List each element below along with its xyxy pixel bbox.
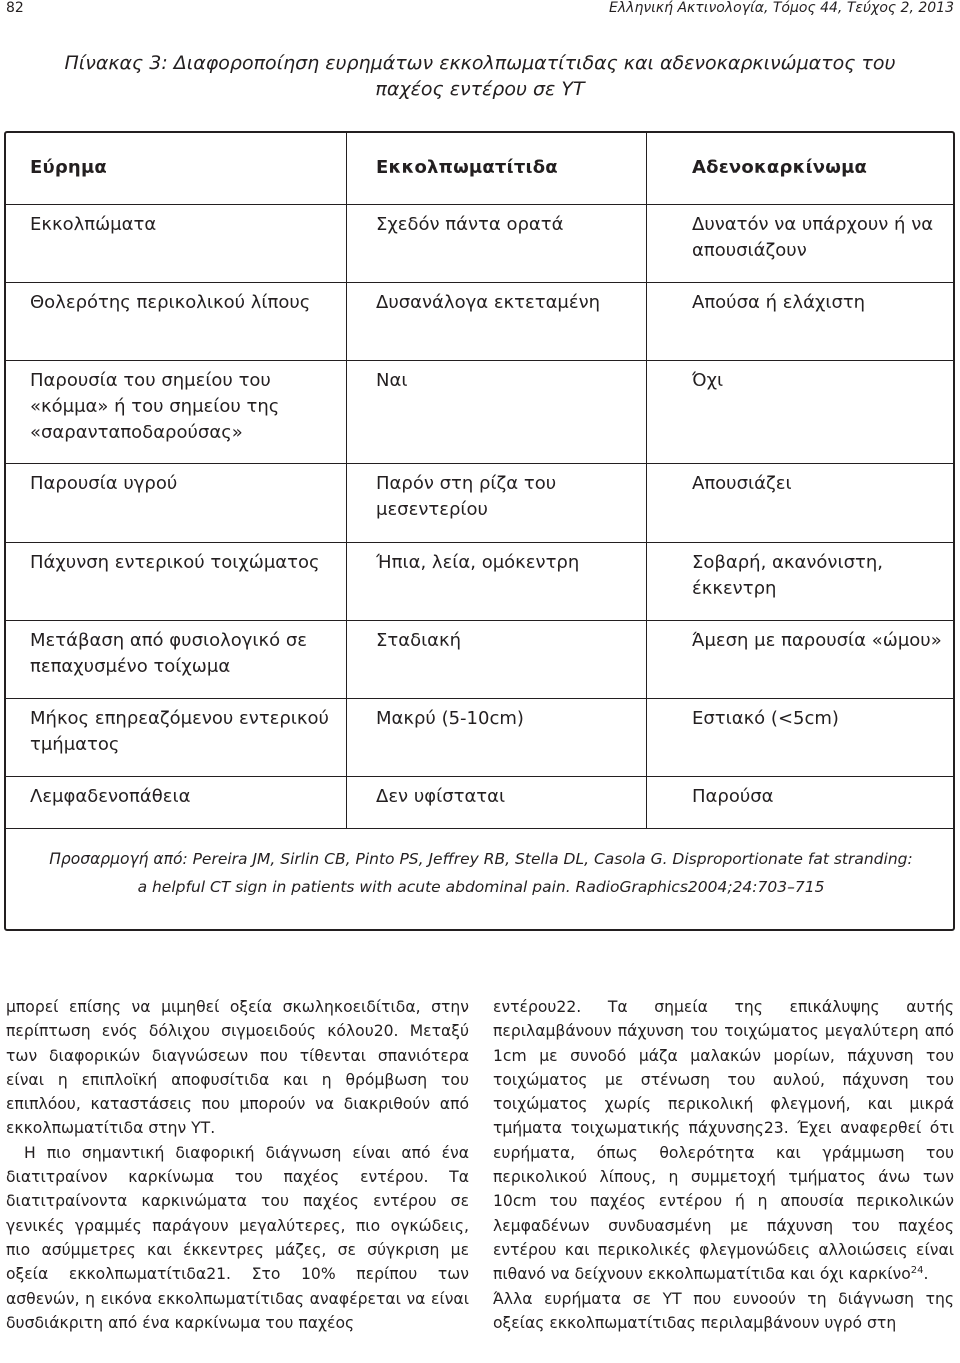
finding-cell: Παρουσία υγρού [30, 473, 178, 494]
body-paragraph: Άλλα ευρήματα σε ΥΤ που ευνοούν τη διάγνωση της οξείας εκκολπωματίτιδας περιλαμβάνουν υγρό στη [493, 1289, 954, 1332]
diverticulitis-cell: Ήπια, λεία, ομόκεντρη [346, 543, 646, 620]
comparison-table [4, 131, 955, 931]
adenocarcinoma-cell: Σοβαρή, ακανόνιστη, έκκεντρη [646, 543, 953, 620]
column-header-finding: Εύρημα [30, 157, 107, 178]
body-paragraph: Η πιο σημαντική διαφορική διάγνωση είναι από ένα διατιτραίνον καρκίνωμα του παχέος εντέρου. Τα διατιτραίνοντα καρκινώματα του παχέος εντέρου σε γενικές γραμμές παράγουν μεγαλύτερες, πιο ογκώδεις, πιο ασύμμετρες και έκκεντρες μάζες, σε σύγκριση με οξεία εκκολπωματίτιδα21. Στο 10% περίπου των ασθενών, η εικόνα εκκολπωματίτιδας αναφέρεται να είναι δυσδιάκριτη από ένα καρκίνωμα του παχέος [6, 1143, 469, 1332]
adenocarcinoma-cell: Απουσιάζει [646, 464, 953, 542]
body-text-left-column [6, 995, 469, 1335]
adenocarcinoma-cell: Παρούσα [646, 777, 953, 828]
finding-cell: Μήκος επηρεαζόμενου εντερικού τμήματος [30, 708, 329, 755]
table-title-line-1: Πίνακας 3: Διαφοροποίηση ευρημάτων εκκολπωματίτιδας και αδενοκαρκινώματος του [64, 52, 896, 74]
table-row [6, 621, 953, 699]
adenocarcinoma-cell: Απούσα ή ελάχιστη [646, 283, 953, 360]
diverticulitis-cell: Μακρύ (5-10cm) [346, 699, 646, 776]
table-row [6, 699, 953, 777]
adenocarcinoma-cell: Δυνατόν να υπάρχουν ή να απουσιάζουν [646, 205, 953, 282]
diverticulitis-cell: Σταδιακή [346, 621, 646, 698]
finding-cell: Λεμφαδενοπάθεια [30, 786, 191, 807]
diverticulitis-cell: Σχεδόν πάντα ορατά [346, 205, 646, 282]
finding-cell: Πάχυνση εντερικού τοιχώματος [30, 552, 320, 573]
table-source-note-line-2: a helpful CT sign in patients with acute abdominal pain. RadioGraphics2004;24:703–715 [137, 878, 825, 896]
adenocarcinoma-cell: Όχι [646, 361, 953, 463]
column-header-diverticulitis: Εκκολπωματίτιδα [346, 133, 646, 204]
table-row [6, 361, 953, 464]
table-title [30, 50, 930, 102]
finding-cell: Θολερότης περικολικού λίπους [30, 292, 311, 313]
finding-cell: Παρουσία του σημείου του «κόμμα» ή του σημείου της «σαρανταποδαρούσας» [30, 370, 280, 443]
table-row [6, 283, 953, 361]
table-row [6, 205, 953, 283]
diverticulitis-cell: Δυσανάλογα εκτεταμένη [346, 283, 646, 360]
body-paragraph-text: εντέρου22. Τα σημεία της επικάλυψης αυτής περιλαμβάνουν πάχυνση του τοιχώματος μεγαλύτερη από 1cm με συνοδό μάζα μαλακών μορίων, πάχυνση του τοιχώματος με στένωση του αυλού, πάχυνση του τοιχώματος χωρίς περικολική φλεγμονή, και μικρά τμήματα τοιχωματικής πάχυνσης23. Έχει αναφερθεί ότι ευρήματα, όπως θολερότητα και γράμμωση του περικολικού λίπους, η συμμετοχή τμήματος άνω των 10cm του παχέος εντέρου ή η απουσία περικολικών λεμφαδένων συνδυασμένη με πάχυνση του παχέος εντέρου και περικολικές φλεγμονώδεις αλλοιώσεις είναι πιθανό να δείχνουν εκκολπωματίτιδα και όχι καρκίνο [493, 998, 954, 1284]
body-text-right-column [493, 995, 954, 1335]
adenocarcinoma-cell: Εστιακό (<5cm) [646, 699, 953, 776]
diverticulitis-cell: Ναι [346, 361, 646, 463]
citation-superscript: 24 [910, 1265, 924, 1277]
table-source-note [26, 845, 936, 901]
column-header-adenocarcinoma: Αδενοκαρκίνωμα [646, 133, 953, 204]
table-title-line-2: παχέος εντέρου σε ΥΤ [375, 78, 585, 100]
table-source-note-line-1: Προσαρμογή από: Pereira JM, Sirlin CB, Pinto PS, Jeffrey RB, Stella DL, Casola G. Disproportionate fat stranding: [49, 850, 913, 868]
page-number: 82 [6, 0, 24, 16]
finding-cell: Εκκολπώματα [30, 214, 157, 235]
body-paragraph: μπορεί επίσης να μιμηθεί οξεία σκωληκοειδίτιδα, στην περίπτωση ενός δόλιχου σιγμοειδούς κόλου20. Μεταξύ των διαφορικών διαγνώσεων που τίθενται σπανιότερα είναι η επιπλοϊκή αποφυσίτιδα και η θρόμβωση του επιπλόου, καταστάσεις που μπορούν να διακριθούν από εκκολπωματίτιδα στην ΥΤ. [6, 998, 469, 1138]
body-paragraph [493, 995, 954, 1287]
table-header-row [6, 133, 953, 205]
table-row [6, 543, 953, 621]
running-header: Ελληνική Ακτινολογία, Τόμος 44, Τεύχος 2, 2013 [609, 0, 954, 16]
table-row [6, 777, 953, 829]
diverticulitis-cell: Παρόν στη ρίζα του μεσεντερίου [346, 464, 646, 542]
adenocarcinoma-cell: Άμεση με παρουσία «ώμου» [646, 621, 953, 698]
diverticulitis-cell: Δεν υφίσταται [346, 777, 646, 828]
finding-cell: Μετάβαση από φυσιολογικό σε πεπαχυσμένο τοίχωμα [30, 630, 307, 677]
body-paragraph-end: . [923, 1265, 929, 1284]
table-row [6, 464, 953, 543]
